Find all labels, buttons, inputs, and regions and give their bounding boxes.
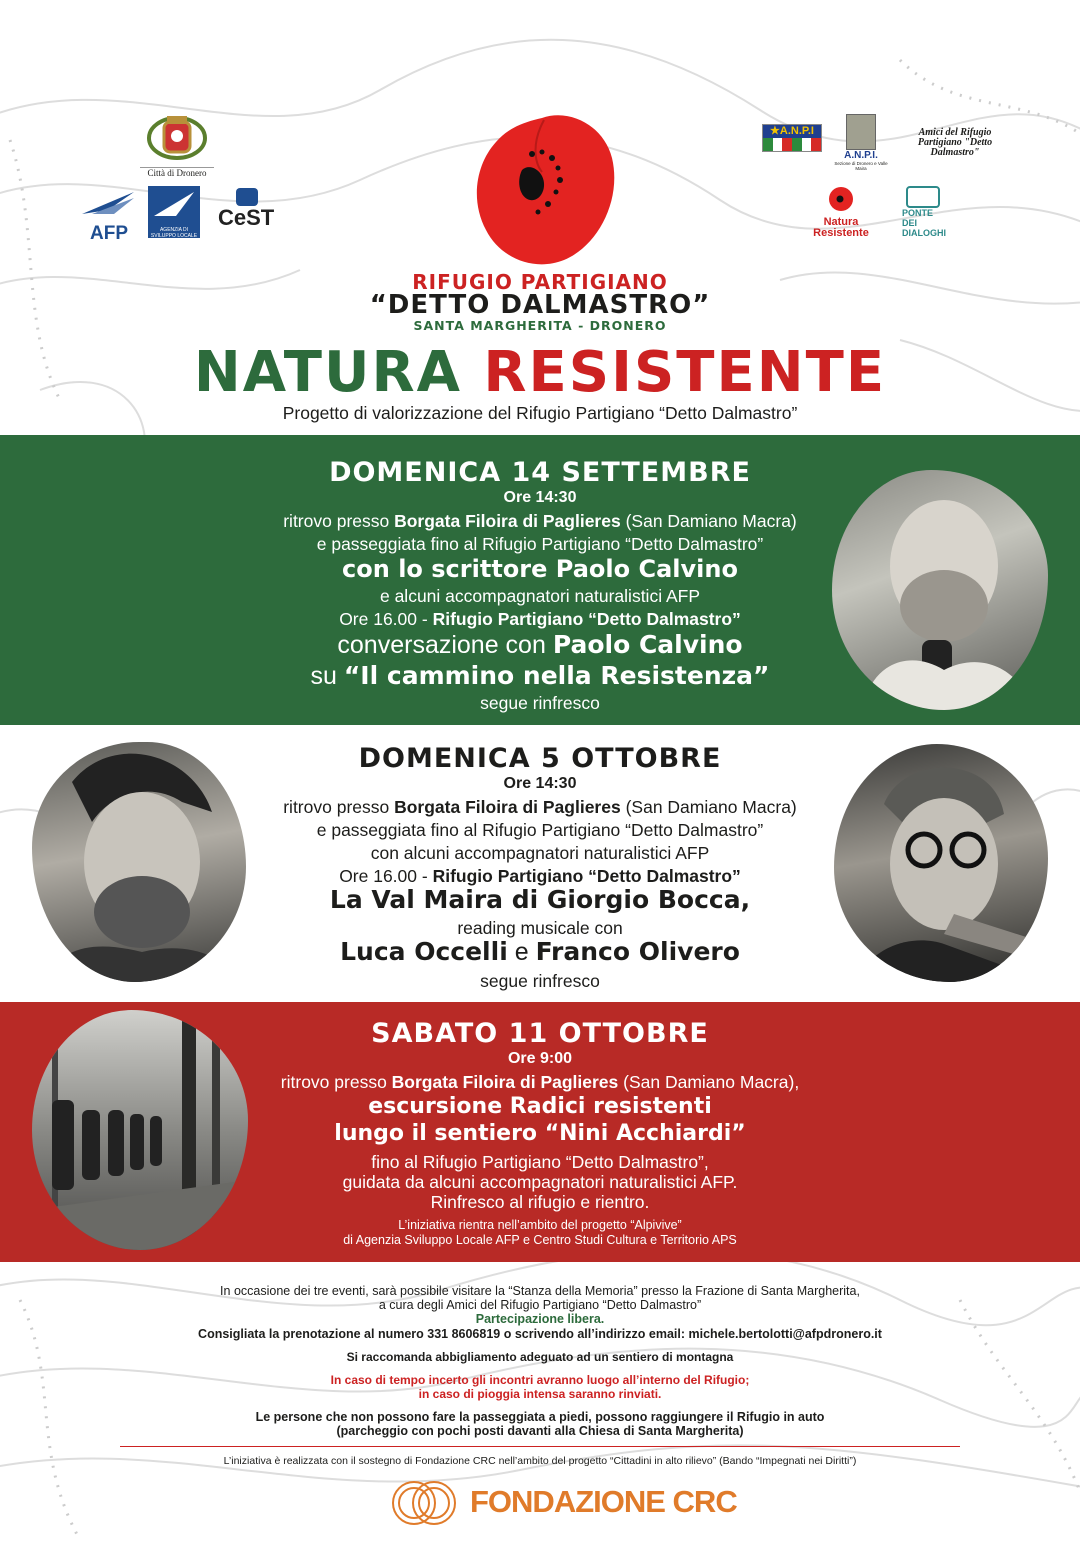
event2-time2-label: Ore 16.00 - (339, 866, 433, 886)
afp-bird-icon (78, 188, 140, 218)
footer-support: L’iniziativa è realizzata con il sostegno di Fondazione CRC nell’ambito del progetto “Cittadini in alto rilievo” (Bando “Impegnati nei Diritti”) (223, 1455, 857, 1467)
event3-day: SABATO 11 OTTOBRE (371, 1018, 709, 1049)
dronero-crest-logo (140, 112, 214, 178)
anpi-dronero-logo (834, 114, 888, 174)
afp-logo (78, 188, 140, 244)
footer-free-entry: Partecipazione libera. (475, 1312, 605, 1326)
place-label: SANTA MARGHERITA - DRONERO (413, 318, 667, 333)
anpi-sub-label: Sezione di Dronero e Valle Maira (834, 161, 888, 171)
event2-time2-place: Rifugio Partigiano “Detto Dalmastro” (432, 866, 741, 886)
cest-label: CeST (218, 205, 275, 230)
event3-time: Ore 9:00 (507, 1050, 573, 1067)
event1-topic-title: “Il cammino nella Resistenza” (343, 661, 770, 690)
footer-weather-2: in caso di pioggia intensa saranno rinviati. (418, 1387, 662, 1401)
event3-destination: fino al Rifugio Partigiano “Detto Dalmastro”, (371, 1152, 709, 1172)
main-title (0, 340, 1080, 406)
event1-day: DOMENICA 14 SETTEMBRE (329, 457, 751, 488)
event1-meeting-place: Borgata Filoira di Paglieres (394, 511, 621, 531)
event1-refreshment: segue rinfresco (480, 693, 600, 713)
event2-time: Ore 14:30 (503, 775, 577, 792)
event1-guides: e alcuni accompagnatori naturalistici AFP (379, 586, 701, 606)
event3-refreshment: Rinfresco al rifugio e rientro. (430, 1192, 650, 1212)
detto-dalmastro-label: “DETTO DALMASTRO” (369, 290, 711, 320)
event2-guides: con alcuni accompagnatori naturalistici AFP (370, 843, 710, 863)
event2-reading: reading musicale con (457, 918, 623, 938)
event1-time: Ore 14:30 (503, 489, 577, 506)
footer-booking: Consigliata la prenotazione al numero 331 8606819 o scrivendo all’indirizzo email: michele.bertolotti@afpdronero.it (198, 1327, 882, 1341)
event2-refreshment: segue rinfresco (480, 971, 600, 991)
event2-day: DOMENICA 5 OTTOBRE (358, 743, 722, 774)
footer-clothing: Si raccomanda abbigliamento adeguato ad un sentiero di montagna (346, 1350, 734, 1364)
portrait-icon (834, 744, 1048, 982)
franco-olivero-photo (834, 744, 1048, 982)
small-poppy-icon (828, 186, 854, 212)
title-resistente: RESISTENTE (483, 340, 887, 405)
poppy-icon (472, 112, 618, 268)
event2-meeting-pre: ritrovo presso (283, 797, 395, 817)
event1-writer: con lo scrittore Paolo Calvino (342, 555, 738, 583)
footer-curated-by: a cura degli Amici del Rifugio Partigiano “Detto Dalmastro” (378, 1298, 702, 1312)
event2-performer2: Franco Olivero (535, 937, 740, 966)
fondazione-crc-logo (390, 1478, 737, 1528)
afp-label: AFP (90, 223, 128, 244)
event3-meeting-post: (San Damiano Macra), (618, 1072, 800, 1092)
event1-walk: e passeggiata fino al Rifugio Partigiano “Detto Dalmastro” (316, 534, 764, 554)
luca-occelli-photo (32, 742, 246, 982)
natura-resistente-logo (806, 186, 876, 239)
portrait-icon (32, 742, 246, 982)
amici-logo: Amici del Rifugio Partigiano "Detto Dalmastro" (917, 127, 993, 158)
event2-performer1: Luca Occelli (340, 937, 508, 966)
footer-parking: (parcheggio con pochi posti davanti alla Chiesa di Santa Margherita) (336, 1424, 744, 1438)
monument-icon (846, 114, 876, 150)
footer-memory-room: In occasione dei tre eventi, sarà possibile visitare la “Stanza della Memoria” presso la Frazione di Santa Margherita, (220, 1284, 860, 1298)
event3-meeting-pre: ritrovo presso (280, 1072, 392, 1092)
agency-arrow-icon (148, 186, 200, 222)
title-natura: NATURA (193, 340, 462, 405)
subtitle: Progetto di valorizzazione del Rifugio Partigiano “Detto Dalmastro” (282, 403, 798, 423)
ponte-label: PONTE DEI DIALOGHI (902, 208, 946, 238)
speech-bubble-icon (906, 186, 940, 208)
event3-partners: di Agenzia Sviluppo Locale AFP e Centro Studi Cultura e Territorio APS (343, 1233, 737, 1247)
event3-guided: guidata da alcuni accompagnatori naturalistici AFP. (342, 1172, 738, 1192)
italian-flag-icon (763, 138, 821, 151)
footer-divider (120, 1446, 960, 1447)
event3-project: L’iniziativa rientra nell’ambito del progetto “Alpivive” (398, 1218, 682, 1232)
footer-weather-1: In caso di tempo incerto gli incontri avranno luogo all’interno del Rifugio; (330, 1373, 750, 1387)
agency-logo (148, 186, 200, 238)
event1-conversation-name: Paolo Calvino (552, 630, 743, 659)
event1-time2-label: Ore 16.00 - (339, 609, 433, 629)
event1-conversation-pre: conversazione con (337, 631, 553, 659)
rifugio-label: RIFUGIO PARTIGIANO (412, 270, 668, 294)
event2-meeting-place: Borgata Filoira di Paglieres (394, 797, 621, 817)
anpi-flag-label: ★A.N.P.I (763, 125, 821, 138)
event2-performers-and: e (507, 938, 536, 966)
event2-walk: e passeggiata fino al Rifugio Partigiano “Detto Dalmastro” (316, 820, 764, 840)
event3-hike: escursione Radici resistenti (368, 1094, 712, 1119)
event3-meeting-place: Borgata Filoira di Paglieres (391, 1072, 619, 1092)
event1-meeting-post: (San Damiano Macra) (620, 511, 797, 531)
fondazione-label: FONDAZIONE CRC (470, 1484, 737, 1519)
cest-logo (218, 188, 278, 238)
footer-car-access: Le persone che non possono fare la passeggiata a piedi, possono raggiungere il Rifugio in auto (255, 1410, 825, 1424)
event2-meeting-post: (San Damiano Macra) (620, 797, 797, 817)
event1-time2-place: Rifugio Partigiano “Detto Dalmastro” (432, 609, 741, 629)
natura-label: Natura Resistente (813, 216, 869, 239)
anpi-flag-logo (762, 124, 822, 152)
crc-rings-icon (390, 1478, 466, 1528)
dronero-label: Città di Dronero (140, 167, 214, 178)
event2-title: La Val Maira di Giorgio Bocca, (329, 885, 751, 914)
ponte-dialoghi-logo (902, 186, 944, 238)
event1-meeting-pre: ritrovo presso (283, 511, 395, 531)
crest-icon (140, 112, 214, 162)
cest-icon (236, 188, 258, 206)
event3-trail: lungo il sentiero “Nini Acchiardi” (334, 1121, 746, 1146)
anpi-label: A.N.P.I. (844, 150, 878, 161)
event1-topic-pre: su (310, 662, 344, 690)
agency-label: AGENZIA DI SVILUPPO LOCALE (150, 227, 198, 239)
